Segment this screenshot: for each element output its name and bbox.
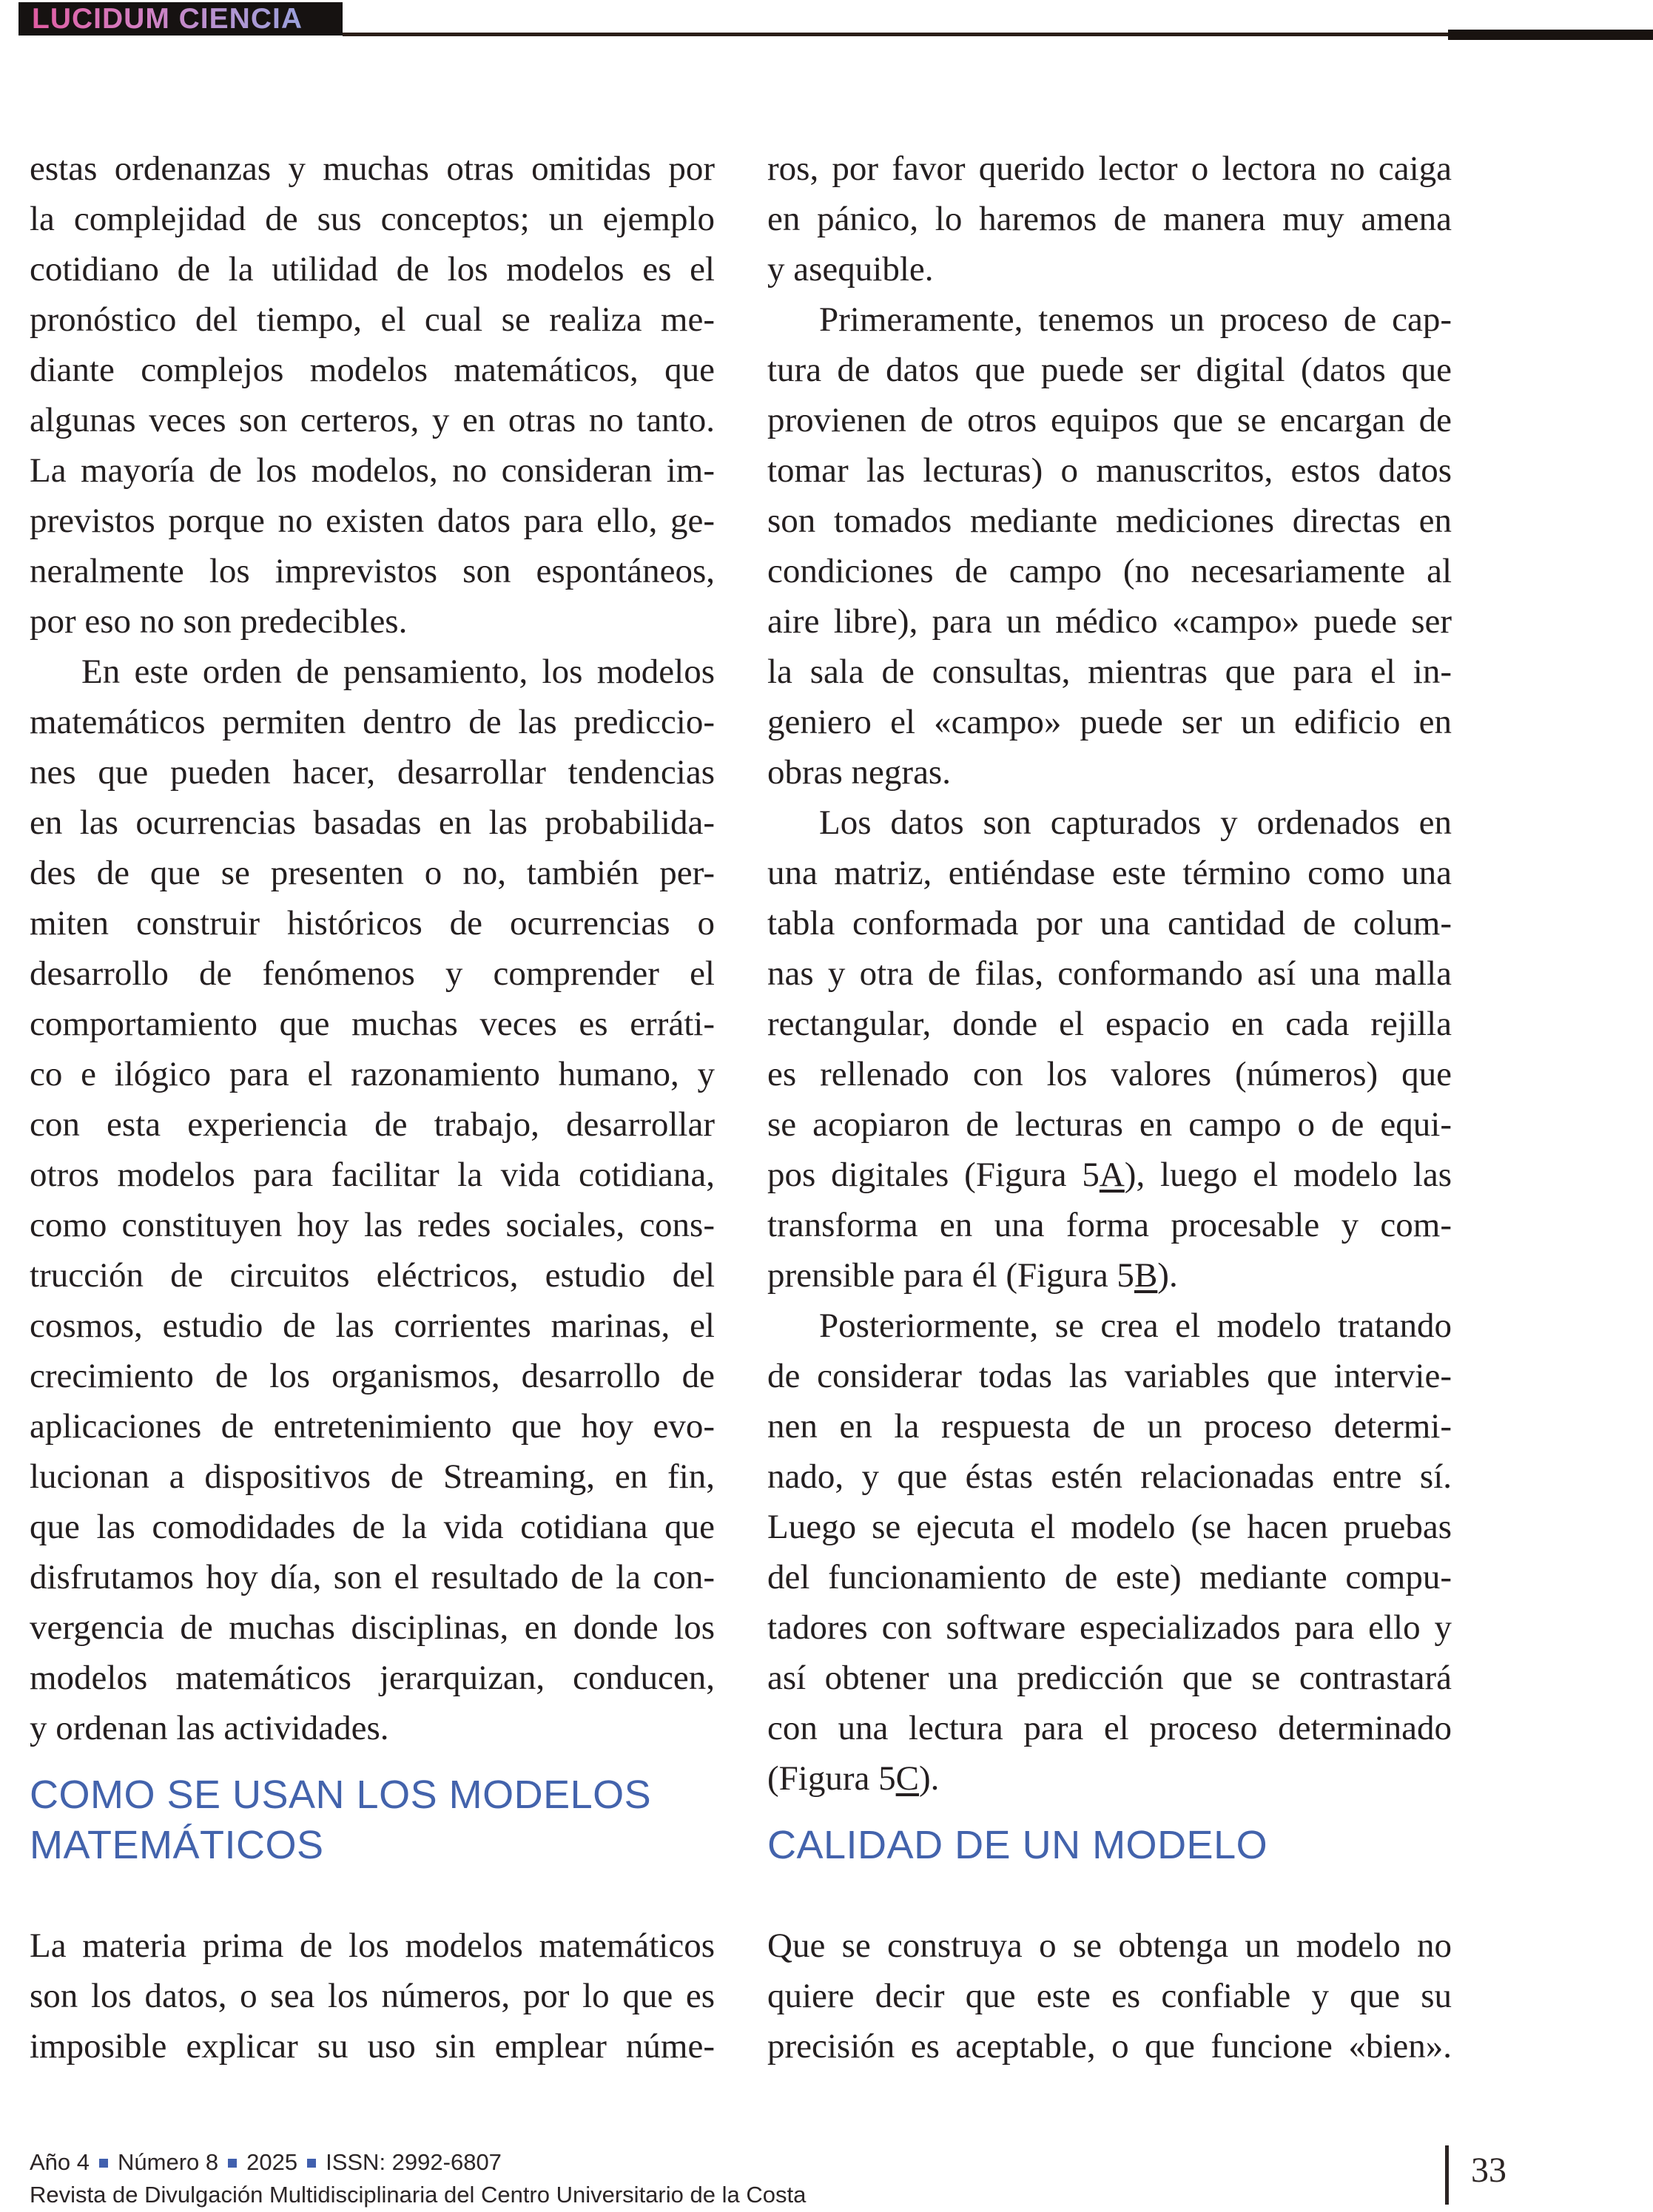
- footer-meta-date: 2025: [246, 2149, 298, 2175]
- paragraph: [767, 144, 1452, 294]
- text-line: crecimiento de los organismos, desarrollo de: [30, 1357, 715, 1395]
- separator-square-icon: [228, 2159, 237, 2168]
- text-line: obras negras.: [767, 753, 951, 792]
- footer-meta-issn: ISSN: 2992-6807: [326, 2149, 502, 2175]
- text-line: des de que se presenten o no, también per-: [30, 854, 715, 892]
- text-line: tura de datos que puede ser digital (datos que: [767, 351, 1452, 389]
- text-line: así obtener una predicción que se contrastará: [767, 1659, 1452, 1697]
- text-line: pos digitales (Figura 5A), luego el modelo las: [767, 1156, 1452, 1194]
- text-line: provienen de otros equipos que se encargan de: [767, 401, 1452, 439]
- text-line: matemáticos permiten dentro de las prediccio-: [30, 703, 715, 741]
- text-line: desarrollo de fenómenos y comprender el: [30, 954, 715, 993]
- paragraph: [767, 798, 1452, 1301]
- text-line: son tomados mediante mediciones directas en: [767, 502, 1452, 540]
- text-line: La mayoría de los modelos, no consideran im-: [30, 451, 715, 490]
- text-line: nas y otra de filas, conformando así una malla: [767, 954, 1452, 993]
- page-number: 33: [1471, 2151, 1506, 2190]
- text-line: vergencia de muchas disciplinas, en donde los: [30, 1608, 715, 1647]
- masthead: [18, 2, 343, 36]
- text-line: como constituyen hoy las redes sociales, cons-: [30, 1206, 715, 1244]
- text-line: en las ocurrencias basadas en las probabilida-: [30, 803, 715, 842]
- text-line: modelos matemáticos jerarquizan, conducen,: [30, 1659, 715, 1697]
- text-line: condiciones de campo (no necesariamente al: [767, 552, 1452, 590]
- journal-line: Revista de Divulgación Multidisciplinaria del Centro Universitario de la Costa: [30, 2182, 807, 2208]
- footer-meta-year: Año 4: [30, 2149, 90, 2175]
- paragraph: [767, 1301, 1452, 1804]
- text-line: estas ordenanzas y muchas otras omitidas por: [30, 149, 715, 188]
- footer-meta-issue: Número 8: [118, 2149, 219, 2175]
- text-line: co e ilógico para el razonamiento humano, y: [30, 1055, 715, 1093]
- text-line: quiere decir que este es confiable y que su: [767, 1977, 1452, 2015]
- column-left: [30, 144, 715, 2071]
- paragraph: [30, 647, 715, 1753]
- page-number-rule: [1445, 2145, 1449, 2205]
- text-line: una matriz, entiéndase este término como una: [767, 854, 1452, 892]
- text-line: comportamiento que muchas veces es erráti-: [30, 1005, 715, 1043]
- text-line: Primeramente, tenemos un proceso de cap-: [819, 300, 1452, 339]
- section-heading-line: CALIDAD DE UN MODELO: [767, 1823, 1268, 1867]
- text-line: cosmos, estudio de las corrientes marinas, el: [30, 1306, 715, 1345]
- section-heading: [30, 1770, 715, 1870]
- section-heading-line: MATEMÁTICOS: [30, 1823, 324, 1867]
- text-line: tabla conformada por una cantidad de colum-: [767, 904, 1452, 943]
- text-line: prensible para él (Figura 5B).: [767, 1256, 1178, 1295]
- text-line: transforma en una forma procesable y com-: [767, 1206, 1452, 1244]
- text-line: algunas veces son certeros, y en otras no tanto.: [30, 401, 715, 439]
- masthead-title: LUCIDUM CIENCIA: [32, 2, 303, 35]
- text-line: y ordenan las actividades.: [30, 1709, 389, 1747]
- text-line: (Figura 5C).: [767, 1759, 940, 1798]
- text-line: tomar las lecturas) o manuscritos, estos datos: [767, 451, 1452, 490]
- text-line: pronóstico del tiempo, el cual se realiza me-: [30, 300, 715, 339]
- column-right: [767, 144, 1452, 2071]
- text-line: nes que pueden hacer, desarrollar tendencias: [30, 753, 715, 792]
- text-line: otros modelos para facilitar la vida cotidiana,: [30, 1156, 715, 1194]
- separator-square-icon: [307, 2159, 316, 2168]
- text-line: es rellenado con los valores (números) que: [767, 1055, 1452, 1093]
- footer-meta: [30, 2148, 502, 2177]
- text-line: nen en la respuesta de un proceso determi-: [767, 1407, 1452, 1446]
- paragraph: [30, 1921, 715, 2071]
- paragraph: [767, 294, 1452, 798]
- text-line: diante complejos modelos matemáticos, que: [30, 351, 715, 389]
- text-line: En este orden de pensamiento, los modelos: [81, 653, 715, 691]
- text-line: Que se construya o se obtenga un modelo no: [767, 1926, 1452, 1965]
- text-line: miten construir históricos de ocurrencias o: [30, 904, 715, 943]
- text-line: Luego se ejecuta el modelo (se hacen pruebas: [767, 1508, 1452, 1546]
- text-line: se acopiaron de lecturas en campo o de equi-: [767, 1105, 1452, 1144]
- paragraph: [30, 144, 715, 647]
- text-line: imposible explicar su uso sin emplear núme-: [30, 2027, 715, 2066]
- text-line: de considerar todas las variables que intervie-: [767, 1357, 1452, 1395]
- text-line: con esta experiencia de trabajo, desarrollar: [30, 1105, 715, 1144]
- text-line: aire libre), para un médico «campo» puede ser: [767, 602, 1452, 641]
- text-line: la sala de consultas, mientras que para el in-: [767, 653, 1452, 691]
- text-line: precisión es aceptable, o que funcione «bien».: [767, 2027, 1452, 2066]
- text-line: neralmente los imprevistos son espontáneos,: [30, 552, 715, 590]
- text-line: con una lectura para el proceso determinado: [767, 1709, 1452, 1747]
- text-line: Los datos son capturados y ordenados en: [819, 803, 1452, 842]
- text-line: que las comodidades de la vida cotidiana que: [30, 1508, 715, 1546]
- text-line: nado, y que éstas estén relacionadas entre sí.: [767, 1457, 1452, 1496]
- text-line: aplicaciones de entretenimiento que hoy evo-: [30, 1407, 715, 1446]
- separator-square-icon: [99, 2159, 108, 2168]
- header-bar: [1448, 30, 1653, 40]
- text-line: son los datos, o sea los números, por lo que es: [30, 1977, 715, 2015]
- text-line: trucción de circuitos eléctricos, estudio del: [30, 1256, 715, 1295]
- text-line: previstos porque no existen datos para ello, ge-: [30, 502, 715, 540]
- section-heading-line: COMO SE USAN LOS MODELOS: [30, 1773, 652, 1817]
- text-line: Posteriormente, se crea el modelo tratando: [819, 1306, 1452, 1345]
- text-line: por eso no son predecibles.: [30, 602, 408, 641]
- text-line: La materia prima de los modelos matemáticos: [30, 1926, 715, 1965]
- text-line: la complejidad de sus conceptos; un ejemplo: [30, 200, 715, 238]
- text-line: en pánico, lo haremos de manera muy amena: [767, 200, 1452, 238]
- text-line: cotidiano de la utilidad de los modelos es el: [30, 250, 715, 289]
- text-line: y asequible.: [767, 250, 934, 289]
- section-heading: [767, 1820, 1452, 1870]
- text-line: ros, por favor querido lector o lectora no caiga: [767, 149, 1452, 188]
- text-line: geniero el «campo» puede ser un edificio en: [767, 703, 1452, 741]
- text-line: del funcionamiento de este) mediante compu-: [767, 1558, 1452, 1596]
- text-line: disfrutamos hoy día, son el resultado de la con-: [30, 1558, 715, 1596]
- paragraph: [767, 1921, 1452, 2071]
- text-line: tadores con software especializados para ello y: [767, 1608, 1452, 1647]
- text-line: rectangular, donde el espacio en cada rejilla: [767, 1005, 1452, 1043]
- text-line: lucionan a dispositivos de Streaming, en fin,: [30, 1457, 715, 1496]
- header-rule: [343, 33, 1448, 36]
